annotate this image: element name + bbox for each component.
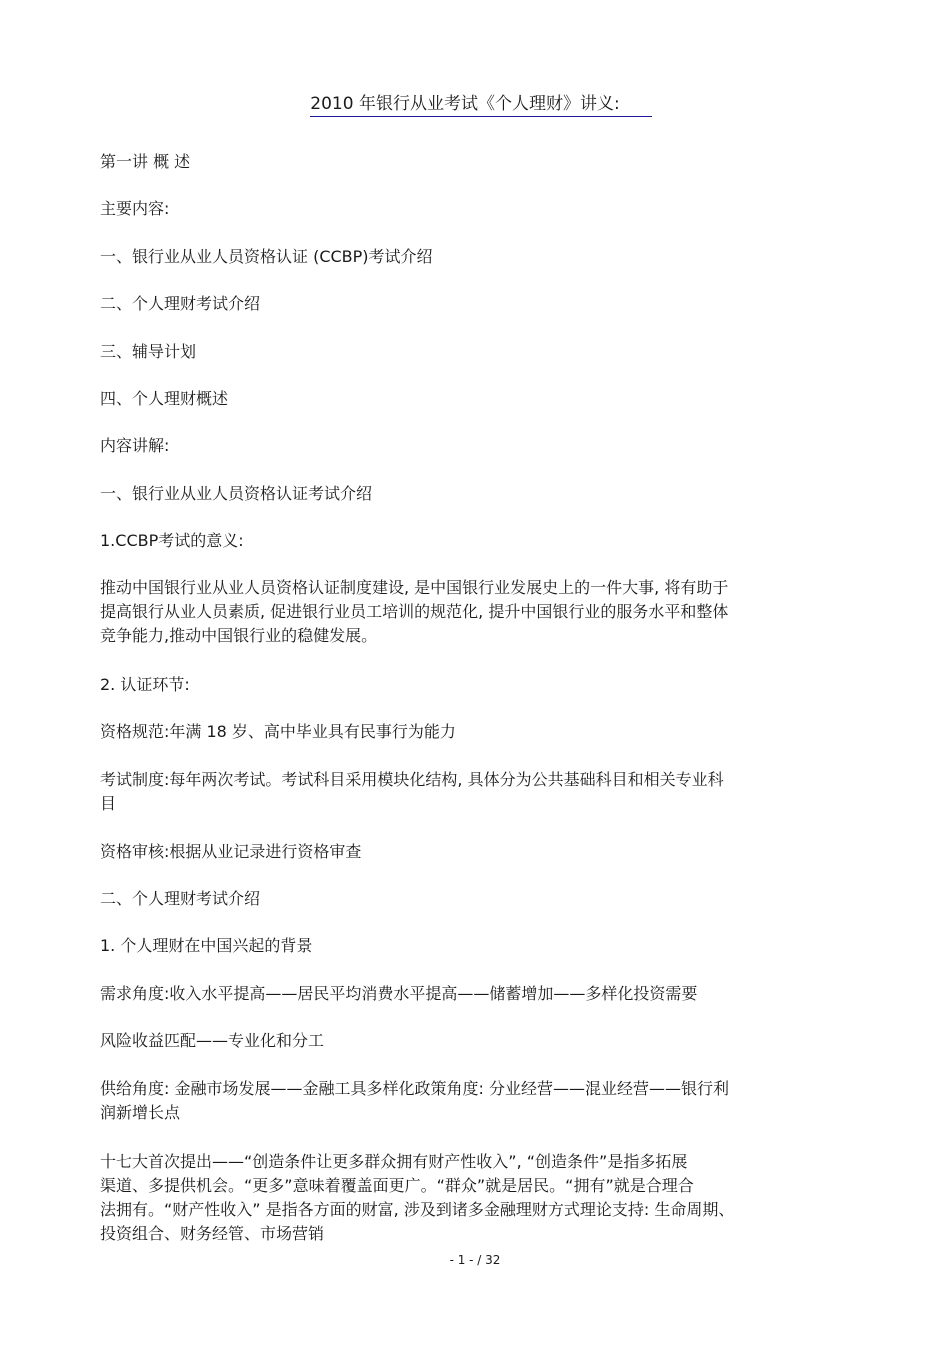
- outline-item-4: 四、个人理财概述: [100, 389, 229, 408]
- demand-perspective: 需求角度:收入水平提高——居民平均消费水平提高——储蓄增加——多样化投资需要: [100, 984, 698, 1003]
- section-2-heading: 二、个人理财考试介绍: [100, 889, 261, 908]
- paragraph-line: 目: [100, 794, 117, 813]
- paragraph-line: 推动中国银行业从业人员资格认证制度建设, 是中国银行业发展史上的一件大事, 将有助于: [100, 578, 729, 597]
- supply-paragraph: [100, 1077, 860, 1125]
- section-1-heading: 一、银行业从业人员资格认证考试介绍: [100, 484, 373, 503]
- exam-system-paragraph: [100, 768, 860, 816]
- outline-item-2: 二、个人理财考试介绍: [100, 294, 261, 313]
- paragraph-line: 十七大首次提出——“创造条件让更多群众拥有财产性收入”, “创造条件”是指多拓展: [100, 1152, 688, 1171]
- significance-paragraph: [100, 576, 860, 648]
- outline-item-1: 一、银行业从业人员资格认证 (CCBP)考试介绍: [100, 247, 433, 266]
- paragraph-line: 法拥有。“财产性收入” 是指各方面的财富, 涉及到诸多金融理财方式理论支持: 生命周期、: [100, 1200, 735, 1219]
- qualification-review: 资格审核:根据从业记录进行资格审查: [100, 842, 362, 861]
- document-title: 2010 年银行从业考试《个人理财》讲义:: [310, 92, 651, 117]
- paragraph-line: 供给角度: 金融市场发展——金融工具多样化政策角度: 分业经营——混业经营——银行利: [100, 1079, 729, 1098]
- congress-paragraph: [100, 1150, 860, 1246]
- certification-heading: 2. 认证环节:: [100, 675, 190, 694]
- document-title-block: [0, 92, 950, 117]
- main-content-label: 主要内容:: [100, 199, 170, 218]
- qualification-standard: 资格规范:年满 18 岁、高中毕业具有民事行为能力: [100, 722, 456, 741]
- outline-item-3: 三、辅导计划: [100, 342, 197, 361]
- background-heading: 1. 个人理财在中国兴起的背景: [100, 936, 313, 955]
- content-explanation-label: 内容讲解:: [100, 436, 170, 455]
- page-number: - 1 - / 32: [449, 1253, 501, 1267]
- ccbp-significance-heading: 1.CCBP考试的意义:: [100, 531, 244, 550]
- paragraph-line: 润新增长点: [100, 1103, 181, 1122]
- paragraph-line: 投资组合、财务经管、市场营销: [100, 1224, 325, 1243]
- lecture-heading: 第一讲 概 述: [100, 152, 191, 171]
- paragraph-line: 提高银行从业人员素质, 促进银行业员工培训的规范化, 提升中国银行业的服务水平和整体: [100, 602, 729, 621]
- paragraph-line: 渠道、多提供机会。“更多”意味着覆盖面更广。“群众”就是居民。“拥有”就是合理合: [100, 1176, 694, 1195]
- risk-return-matching: 风险收益匹配——专业化和分工: [100, 1031, 325, 1050]
- paragraph-line: 考试制度:每年两次考试。考试科目采用模块化结构, 具体分为公共基础科目和相关专业科: [100, 770, 724, 789]
- paragraph-line: 竞争能力,推动中国银行业的稳健发展。: [100, 626, 378, 645]
